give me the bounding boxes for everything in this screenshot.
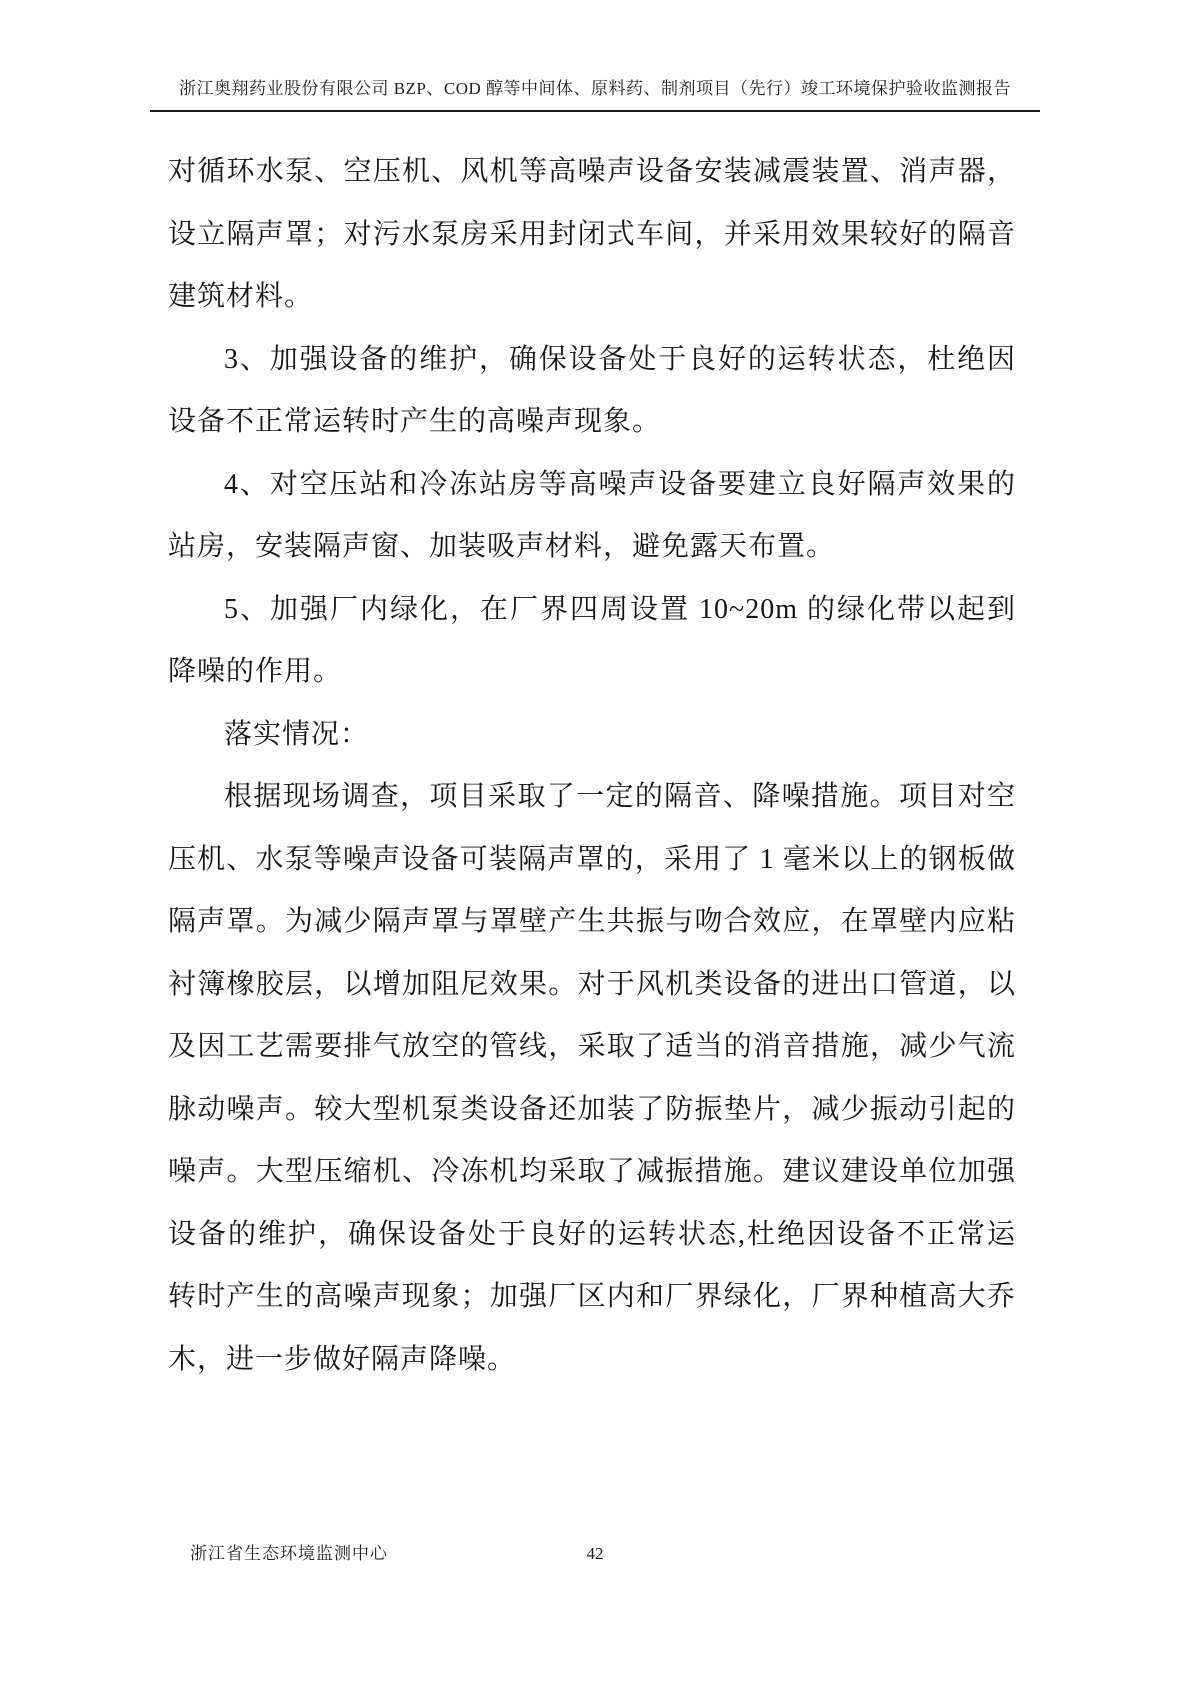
body-paragraph: 3、加强设备的维护，确保设备处于良好的运转状态，杜绝因设备不正常运转时产生的高噪声现象。 <box>168 343 1016 437</box>
body-paragraph: 落实情况： <box>224 718 370 750</box>
document-body <box>168 141 1016 1391</box>
page-header <box>150 76 1040 112</box>
body-paragraph: 4、对空压站和冷冻站房等高噪声设备要建立良好隔声效果的站房，安装隔声窗、加装吸声材料，避免露天布置。 <box>168 468 1016 562</box>
header-title: 浙江奥翔药业股份有限公司 BZP、COD 醇等中间体、原料药、制剂项目（先行）竣工环境保护验收监测报告 <box>178 79 1012 98</box>
body-paragraph: 5、加强厂内绿化，在厂界四周设置 10~20m 的绿化带以起到降噪的作用。 <box>168 593 1016 687</box>
footer-organization: 浙江省生态环境监测中心 <box>190 1544 388 1563</box>
page-footer <box>0 1542 1190 1570</box>
body-paragraph: 对循环水泵、空压机、风机等高噪声设备安装减震装置、消声器，设立隔声罩；对污水泵房采用封闭式车间，并采用效果较好的隔音建筑材料。 <box>168 156 1016 312</box>
body-paragraph: 根据现场调查，项目采取了一定的隔音、降噪措施。项目对空压机、水泵等噪声设备可装隔声罩的，采用了 1 毫米以上的钢板做隔声罩。为减少隔声罩与罩壁产生共振与吻合效应，在罩壁内应粘衬簿橡胶层，以增加阻尼效果。对于风机类设备的进出口管道，以及因工艺需要排气放空的管线，采取了适当的消音措施，减少气流脉动噪声。较大型机泵类设备还加装了防振垫片，减少振动引起的噪声。大型压缩机、冷冻机均采取了减振措施。建议建设单位加强设备的维护，确保设备处于良好的运转状态,杜绝因设备不正常运转时产生的高噪声现象；加强厂区内和厂界绿化，厂界种植高大乔木，进一步做好隔声降噪。 <box>168 781 1016 1375</box>
footer-page-number: 42 <box>586 1544 604 1563</box>
